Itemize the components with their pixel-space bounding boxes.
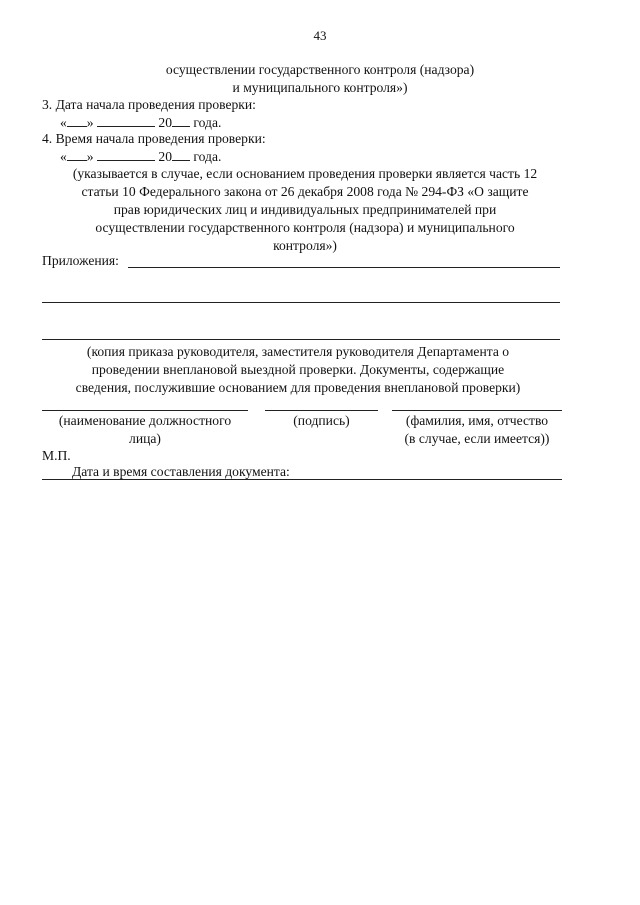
attachments-rule-1 [128, 267, 560, 268]
item4-label: 4. Время начала проведения проверки: [42, 131, 266, 146]
note-line4: осуществлении государственного контроля (надзора) и муниципального [95, 220, 515, 235]
item3-label: 3. Дата начала проведения проверки: [42, 97, 256, 112]
name-signature-rule [392, 410, 562, 411]
seal-label: М.П. [42, 448, 71, 463]
item3-month-blank [97, 114, 155, 127]
attachments-rule-2 [42, 302, 560, 303]
attachments-rule-3 [42, 339, 560, 340]
header-continuation-line2: и муниципального контроля») [232, 80, 408, 95]
item4-day-blank [67, 148, 87, 161]
item3-quote-close: » [86, 115, 94, 130]
attachments-caption-line1: (копия приказа руководителя, заместителя руководителя Департамента о [86, 344, 510, 359]
item3-quote-open: « [60, 115, 67, 130]
header-continuation-line1: осуществлении государственного контроля (надзора) [165, 62, 475, 77]
item3-year-prefix: 20 [158, 115, 172, 130]
datetime-label: Дата и время составления документа: [72, 464, 290, 479]
attachments-caption-line3: сведения, послужившие основанием для проведения внеплановой проверки) [75, 380, 521, 395]
item3-year-blank [172, 114, 190, 127]
note-line5: контроля») [273, 238, 337, 253]
name-caption-line1: (фамилия, имя, отчество [405, 413, 549, 428]
note-line1: (указывается в случае, если основанием проведения проверки является часть 12 [72, 166, 538, 181]
item3-date-line [60, 114, 221, 131]
item3-year-suffix: года. [193, 115, 222, 130]
datetime-rule [42, 479, 562, 480]
note-line2: статьи 10 Федерального закона от 26 декабря 2008 года № 294-ФЗ «О защите [81, 184, 529, 199]
item4-year-blank [172, 148, 190, 161]
item4-date-line [60, 148, 221, 165]
sign-caption: (подпись) [293, 413, 350, 428]
item3-day-blank [67, 114, 87, 127]
item4-month-blank [97, 148, 155, 161]
sign-signature-rule [265, 410, 378, 411]
item4-year-suffix: года. [193, 149, 222, 164]
item4-quote-close: » [86, 149, 94, 164]
page-number: 43 [313, 28, 327, 43]
note-line3: прав юридических лиц и индивидуальных предпринимателей при [113, 202, 497, 217]
attachments-label: Приложения: [42, 253, 119, 268]
item4-year-prefix: 20 [158, 149, 172, 164]
item4-quote-open: « [60, 149, 67, 164]
position-caption-line1: (наименование должностного [58, 413, 232, 428]
attachments-caption-line2: проведении внеплановой выездной проверки. Документы, содержащие [91, 362, 505, 377]
name-caption-line2: (в случае, если имеется)) [404, 431, 550, 446]
position-caption-line2: лица) [129, 431, 161, 446]
position-signature-rule [42, 410, 248, 411]
